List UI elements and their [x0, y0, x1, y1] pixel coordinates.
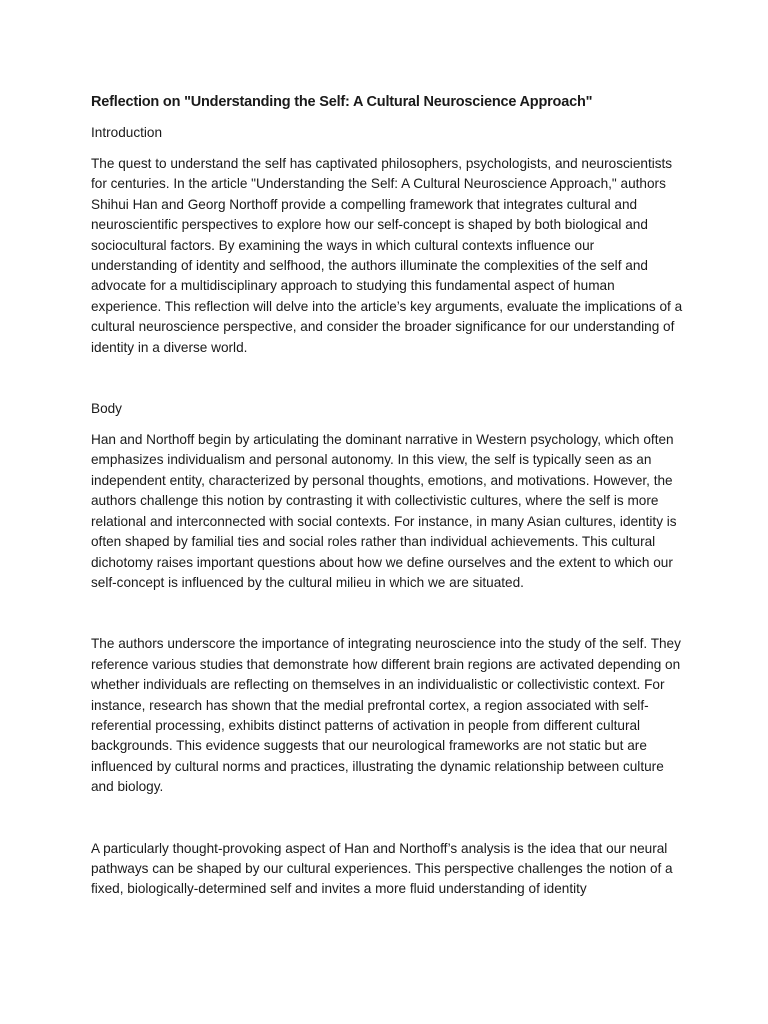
body-paragraph-1: Han and Northoff begin by articulating the dominant narrative in Western psychology, which often emphasizes individualism and personal autonomy. In this view, the self is typically seen as an independent entity, characterized by personal thoughts, emotions, and motivations. However, the authors challenge this notion by contrasting it with collectivistic cultures, where the self is more relational and interconnected with social contexts. For instance, in many Asian cultures, identity is often shaped by familial ties and social roles rather than individual achievements. This cultural dichotomy raises important questions about how we define ourselves and the extent to which our self-concept is influenced by the cultural milieu in which we are situated.	[91, 432, 677, 590]
body-paragraph-3: A particularly thought-provoking aspect of Han and Northoff’s analysis is the idea that our neural pathways can be shaped by our cultural experiences. This perspective challenges the notion of a fixed, biologically-determined self and invites a more fluid understanding of identity	[91, 840, 673, 897]
introduction-paragraph: The quest to understand the self has captivated philosophers, psychologists, and neuroscientists for centuries. In the article "Understanding the Self: A Cultural Neuroscience Approach," authors Shihui Han and Georg Northoff provide a compelling framework that integrates cultural and neuroscientific perspectives to explore how our self-concept is shaped by both biological and sociocultural factors. By examining the ways in which cultural contexts influence our understanding of identity and selfhood, the authors illuminate the complexities of the self and advocate for a multidisciplinary approach to studying this fundamental aspect of human experience. This reflection will delve into the article’s key arguments, evaluate the implications of a cultural neuroscience perspective, and consider the broader significance for our understanding of identity in a diverse world.	[91, 156, 683, 355]
document-body	[91, 92, 683, 900]
section-heading-introduction: Introduction	[91, 125, 163, 140]
section-heading-body: Body	[91, 401, 122, 417]
body-paragraph-2: The authors underscore the importance of integrating neuroscience into the study of the self. They reference various studies that demonstrate how different brain regions are activated depending on whether individuals are reflecting on themselves in an individualistic or collectivistic context. For instance, research has shown that the medial prefrontal cortex, a region associated with self-referential processing, exhibits distinct patterns of activation in people from different cultural backgrounds. This evidence suggests that our neurological frameworks are not static but are influenced by cultural norms and practices, illustrating the dynamic relationship between culture and biology.	[91, 636, 681, 795]
document-title: Reflection on "Understanding the Self: A Cultural Neuroscience Approach"	[91, 94, 593, 110]
